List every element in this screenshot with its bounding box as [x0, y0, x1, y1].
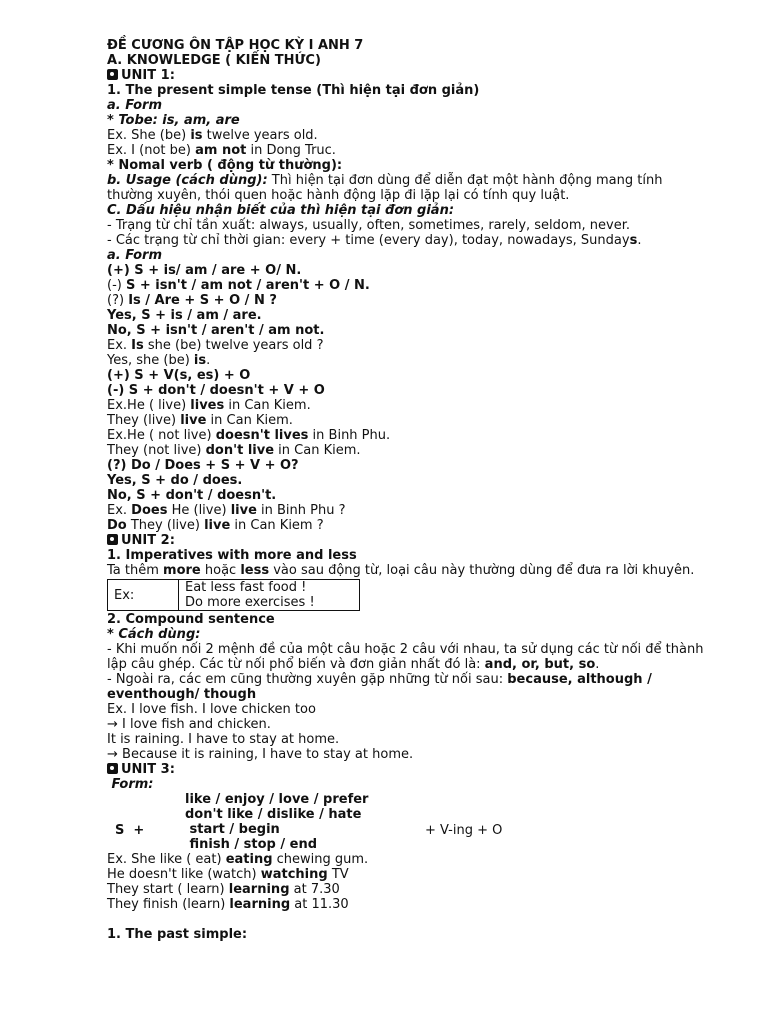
unit1-heading: UNIT 1:: [107, 68, 707, 83]
doc-title: ĐỀ CƯƠNG ÔN TẬP HỌC KỲ I ANH 7: [107, 38, 364, 53]
example-line: Ex. She (be) is twelve years old.: [107, 128, 318, 143]
signs-line: - Các trạng từ chỉ thời gian: every + time (every day), today, nowadays, Sundays.: [107, 233, 642, 248]
formula-line: Yes, S + is / am / are.: [107, 308, 262, 323]
pattern-verb: don't like / dislike / hate: [185, 807, 362, 822]
section-a-heading: A. KNOWLEDGE ( KIẾN THỨC): [107, 53, 321, 68]
example-line: Ex. I (not be) am not in Dong Truc.: [107, 143, 336, 158]
example-table-value: Eat less fast food !: [179, 580, 360, 596]
example-line: Yes, she (be) is.: [107, 353, 211, 368]
example-line: Ex. Does He (live) live in Binh Phu ?: [107, 503, 346, 518]
example-line: They finish (learn) learning at 11.30: [107, 897, 349, 912]
tobe-label: * Tobe: is, am, are: [107, 113, 240, 128]
formula-line: (?) Do / Does + S + V + O?: [107, 458, 299, 473]
example-line: Ex. I love fish. I love chicken too: [107, 702, 316, 717]
signs-label: C. Dấu hiệu nhận biết của thì hiện tại đơn giản:: [107, 203, 455, 218]
unit1-topic: 1. The present simple tense (Thì hiện tại đơn giản): [107, 83, 480, 98]
example-line: Do They (live) live in Can Kiem ?: [107, 518, 324, 533]
pattern-verbs: [185, 792, 425, 852]
unit2-heading: UNIT 2:: [107, 533, 707, 548]
pattern-verb: start / begin: [185, 822, 280, 837]
example-table: [107, 579, 360, 611]
formula-line: No, S + isn't / aren't / am not.: [107, 323, 325, 338]
example-line: They (live) live in Can Kiem.: [107, 413, 293, 428]
spacer: [107, 912, 707, 927]
pattern-verb: like / enjoy / love / prefer: [185, 792, 369, 807]
pattern-verb: finish / stop / end: [185, 837, 318, 852]
formula-line: (+) S + is/ am / are + O/ N.: [107, 263, 302, 278]
formula-line: (-) S + isn't / am not / aren't + O / N.: [107, 278, 370, 293]
example-line: They start ( learn) learning at 7.30: [107, 882, 340, 897]
bullet-square-icon: [107, 763, 118, 774]
usage-paragraph: b. Usage (cách dùng): Thì hiện tại đơn dùng để diễn đạt một hành động mang tính thường xuyên, thói quen hoặc hành động lặp đi lặp lại có tính quy luật.: [107, 173, 663, 203]
usage-paragraph: - Khi muốn nối 2 mệnh đề của một câu hoặc 2 câu với nhau, ta sử dụng các từ nối để thành lập câu ghép. Các từ nối phổ biến và đơn giản nhất đó là: and, or, but, so.: [107, 642, 704, 672]
example-line: Ex.He ( live) lives in Can Kiem.: [107, 398, 311, 413]
usage-paragraph: - Ngoài ra, các em cũng thường xuyên gặp những từ nối sau: because, although / eventhough/ though: [107, 672, 652, 702]
pattern-subject: S +: [115, 823, 145, 838]
example-line: Ex. Is she (be) twelve years old ?: [107, 338, 324, 353]
example-table-key: Ex:: [108, 580, 179, 611]
formula-line: (-) S + don't / doesn't + V + O: [107, 383, 325, 398]
formula-line: Yes, S + do / does.: [107, 473, 243, 488]
bullet-square-icon: [107, 534, 118, 545]
formula-line: No, S + don't / doesn't.: [107, 488, 277, 503]
form-label: a. Form: [107, 98, 162, 113]
example-line: It is raining. I have to stay at home.: [107, 732, 340, 747]
example-line: → Because it is raining, I have to stay at home.: [107, 747, 414, 762]
example-line: Ex. She like ( eat) eating chewing gum.: [107, 852, 369, 867]
past-simple-heading: 1. The past simple:: [107, 927, 248, 942]
example-line: → I love fish and chicken.: [107, 717, 271, 732]
signs-line: - Trạng từ chỉ tần xuất: always, usually, often, sometimes, rarely, seldom, never.: [107, 218, 631, 233]
bullet-square-icon: [107, 69, 118, 80]
verb-pattern-block: [107, 792, 707, 852]
example-line: He doesn't like (watch) watching TV: [107, 867, 349, 882]
form-label: Form:: [107, 777, 154, 792]
example-line: Ex.He ( not live) doesn't lives in Binh Phu.: [107, 428, 391, 443]
example-table-value: Do more exercises !: [179, 595, 360, 611]
unit2-topic2: 2. Compound sentence: [107, 612, 275, 627]
form-label: a. Form: [107, 248, 162, 263]
unit3-heading: UNIT 3:: [107, 762, 707, 777]
example-line: They (not live) don't live in Can Kiem.: [107, 443, 361, 458]
normal-verb-label: * Nomal verb ( động từ thường):: [107, 158, 343, 173]
unit2-topic: 1. Imperatives with more and less: [107, 548, 357, 563]
usage-label: * Cách dùng:: [107, 627, 201, 642]
formula-line: (?) Is / Are + S + O / N ?: [107, 293, 277, 308]
pattern-suffix: + V-ing + O: [425, 823, 503, 838]
intro-line: Ta thêm more hoặc less vào sau động từ, loại câu này thường dùng để đưa ra lời khuyên.: [107, 563, 695, 578]
formula-line: (+) S + V(s, es) + O: [107, 368, 251, 383]
